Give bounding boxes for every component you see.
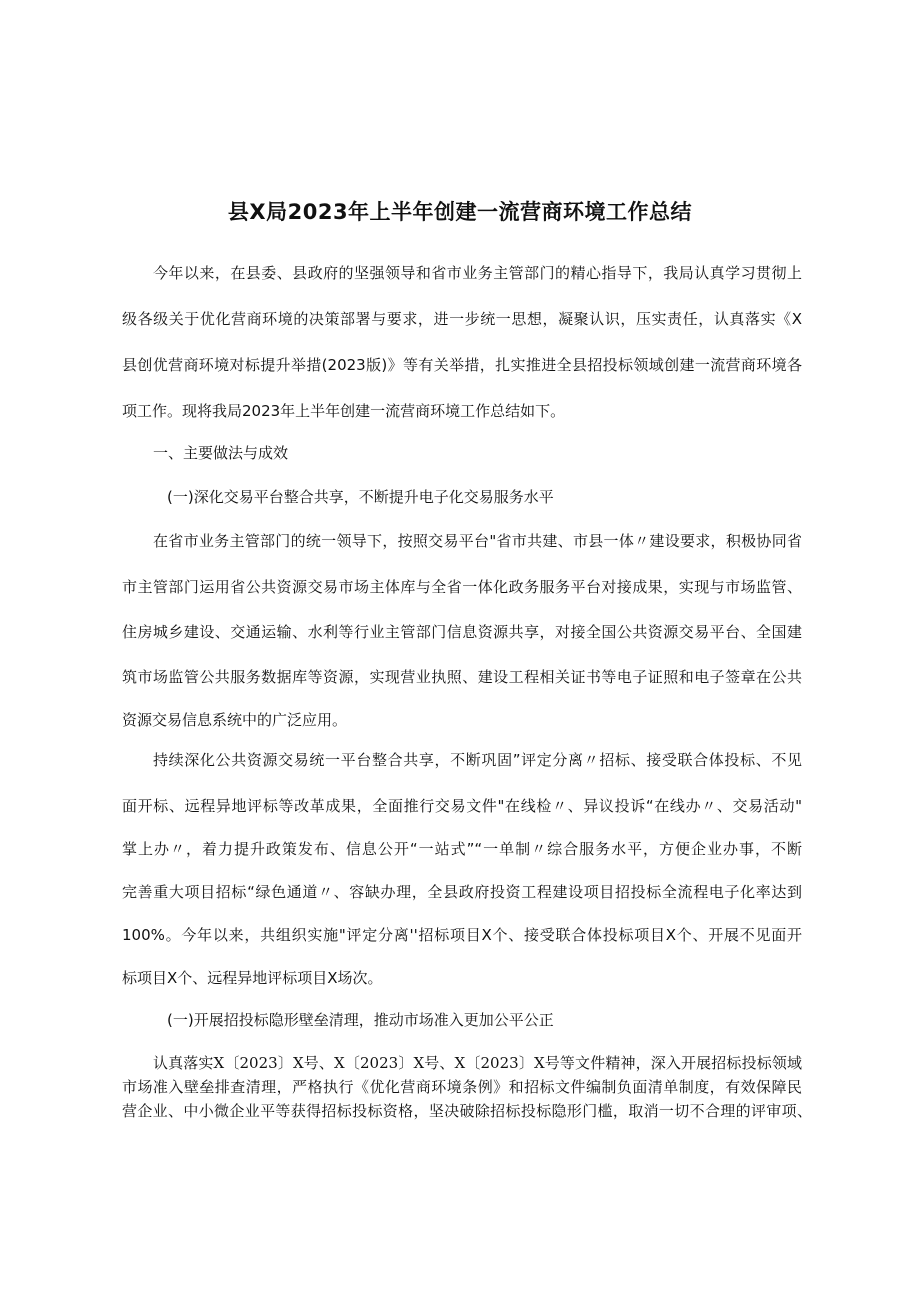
para1-line-3: 住房城乡建设、交通运输、水利等行业主管部门信息资源共享，对接全国公共资源交易平台、全国建 [122,623,802,641]
para3-line-2: 市场准入壁垒排查清理，严格执行《优化营商环境条例》和招标文件编制负面清单制度，有效保障民 [122,1078,802,1096]
para2-line-4: 完善重大项目招标“绿色通道〃、容缺办理，全县政府投资工程建设项目招投标全流程电子化率达到 [122,883,802,901]
document-title: 县X局2023年上半年创建一流营商环境工作总结 [227,200,693,224]
para2-line-6: 标项目X个、远程异地评标项目X场次。 [122,969,383,987]
subsection-heading-1: (一)深化交易平台整合共享，不断提升电子化交易服务水平 [167,488,554,506]
section-heading-1: 一、主要做法与成效 [153,444,289,462]
intro-line-2: 级各级关于优化营商环境的决策部署与要求，进一步统一思想，凝聚认识，压实责任，认真落实《X [122,310,802,328]
para2-line-5: 100%。今年以来，共组织实施"评定分离''招标项目X个、接受联合体投标项目X个、开展不见面开 [122,926,802,944]
intro-line-3: 县创优营商环境对标提升举措(2023版)》等有关举措，扎实推进全县招投标领域创建一流营商环境各 [122,356,802,374]
para2-line-2: 面开标、远程异地评标等改革成果，全面推行交易文件"在线检〃、异议投诉“在线办〃、交易活动" [122,797,802,815]
intro-line-1: 今年以来，在县委、县政府的坚强领导和省市业务主管部门的精心指导下，我局认真学习贯彻上 [153,264,802,282]
subsection-heading-2: (一)开展招投标隐形壁垒清理，推动市场准入更加公平公正 [167,1011,554,1029]
para2-line-3: 掌上办〃，着力提升政策发布、信息公开“一站式”“一单制〃综合服务水平，方便企业办事，不断 [122,840,802,858]
para3-line-1: 认真落实X〔2023〕X号、X〔2023〕X号、X〔2023〕X号等文件精神，深入开展招标投标领域 [153,1054,802,1072]
para3-line-3: 营企业、中小微企业平等获得招标投标资格，坚决破除招标投标隐形门槛，取消一切不合理的评审项、 [122,1102,812,1120]
para1-line-1: 在省市业务主管部门的统一领导下，按照交易平台"省市共建、市县一体〃建设要求，积极协同省 [153,532,802,550]
intro-line-4: 项工作。现将我局2023年上半年创建一流营商环境工作总结如下。 [122,402,566,420]
para1-line-4: 筑市场监管公共服务数据库等资源，实现营业执照、建设工程相关证书等电子证照和电子签章在公共 [122,668,802,686]
para2-line-1: 持续深化公共资源交易统一平台整合共享，不断巩固”评定分离〃招标、接受联合体投标、不见 [153,751,802,769]
para1-line-2: 市主管部门运用省公共资源交易市场主体库与全省一体化政务服务平台对接成果，实现与市场监管、 [122,578,802,596]
para1-line-5: 资源交易信息系统中的广泛应用。 [122,711,348,729]
